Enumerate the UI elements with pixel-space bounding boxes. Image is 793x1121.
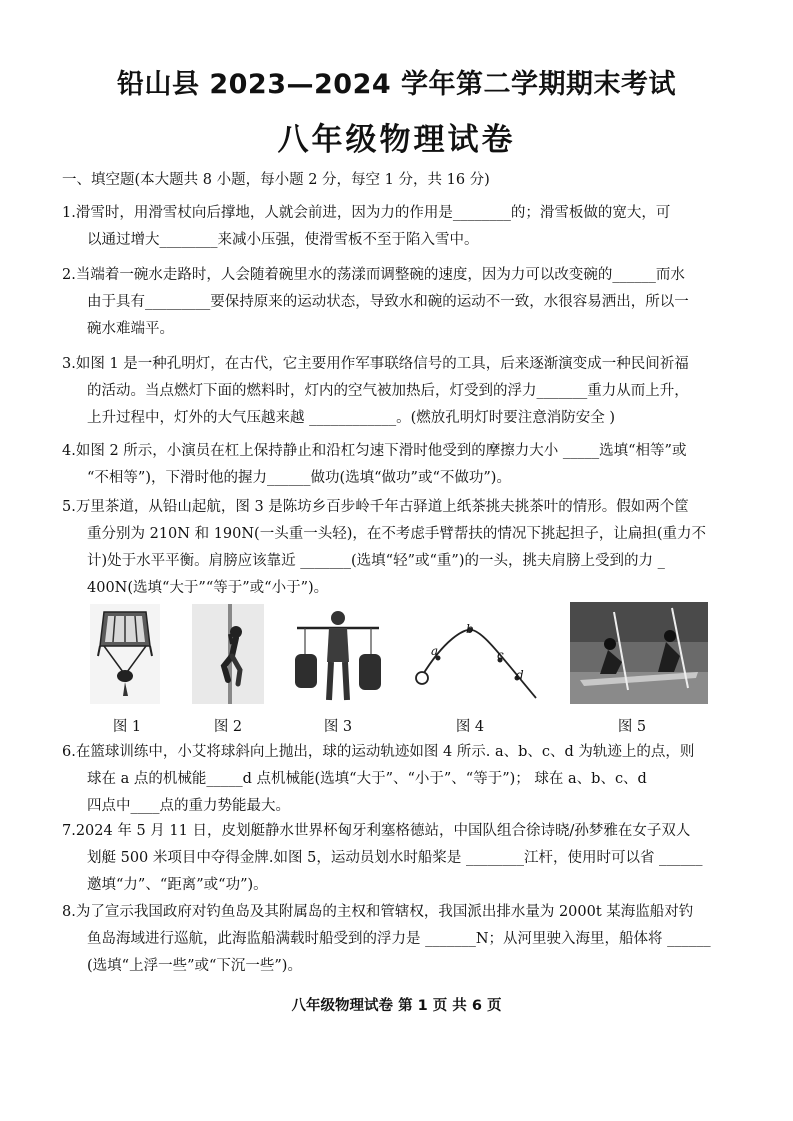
point-label-c: c xyxy=(497,648,504,662)
question-6 xyxy=(62,739,732,820)
point-label-b: b xyxy=(466,622,474,636)
question-line: (选填“上浮一些”或“下沉一些”)。 xyxy=(87,958,302,974)
question-5 xyxy=(62,494,732,602)
question-line: “不相等”)，下滑时他的握力______做功(选填“做功”或“不做功”)。 xyxy=(87,470,511,486)
question-line: 2.当端着一碗水走路时，人会随着碗里水的荡漾而调整碗的速度，因为力可以改变碗的______而水 xyxy=(62,267,685,283)
page-footer: 八年级物理试卷 第 1 页 共 6 页 xyxy=(291,998,502,1014)
point-label-d: d xyxy=(516,668,524,682)
question-line: 6.在篮球训练中，小艾将球斜向上抛出，球的运动轨迹如图 4 所示. a、b、c、d 为轨迹上的点，则 xyxy=(62,744,695,760)
figure-4-caption: 图 4 xyxy=(455,719,485,735)
question-line: 7.2024 年 5 月 11 日，皮划艇静水世界杯匈牙利塞格德站，中国队组合徐诗晓/孙梦雅在女子双人 xyxy=(62,823,691,839)
question-1 xyxy=(62,200,732,254)
question-line: 四点中____点的重力势能最大。 xyxy=(87,798,290,814)
question-line: 3.如图 1 是一种孔明灯，在古代，它主要用作军事联络信号的工具，后来逐渐演变成一种民间祈福 xyxy=(62,356,689,372)
question-line: 8.为了宣示我国政府对钓鱼岛及其附属岛的主权和管辖权，我国派出排水量为 2000t 某海监船对钓 xyxy=(62,904,694,920)
figure-3-caption: 图 3 xyxy=(323,719,353,735)
question-line: 鱼岛海域进行巡航，此海监船满载时船受到的浮力是 _______N；从河里驶入海里，船体将 ______ xyxy=(87,931,711,947)
question-line: 计)处于水平平衡。肩膀应该靠近 _______(选填“轻”或“重”)的一头，挑夫肩膀上受到的力 _ xyxy=(87,553,665,569)
question-line: 由于具有_________要保持原来的运动状态，导致水和碗的运动不一致，水很容易洒出，所以一 xyxy=(87,294,689,310)
question-line: 400N(选填“大于”“等于”或“小于”)。 xyxy=(87,580,329,596)
question-8 xyxy=(62,899,732,980)
section-heading: 一、填空题(本大题共 8 小题，每小题 2 分，每空 1 分，共 16 分) xyxy=(62,172,490,188)
question-line: 球在 a 点的机械能_____d 点机械能(选填“大于”、“小于”、“等于”)； 球在 a、b、c、d xyxy=(87,771,647,787)
exam-subtitle: 八年级物理试卷 xyxy=(277,122,516,158)
figure-2-caption: 图 2 xyxy=(213,719,243,735)
figure-5-caption: 图 5 xyxy=(617,719,647,735)
figure-4-ball-trajectory xyxy=(414,620,538,700)
figure-3-tea-porter xyxy=(293,604,383,704)
question-4 xyxy=(62,438,732,492)
question-line: 重分别为 210N 和 190N(一头重一头轻)，在不考虑手臂帮扶的情况下挑起担子，让扁担(重力不 xyxy=(87,526,707,542)
question-7 xyxy=(62,818,732,899)
question-line: 5.万里茶道，从铅山起航，图 3 是陈坊乡百步岭千年古驿道上纸茶挑夫挑茶叶的情形。假如两个筐 xyxy=(62,499,689,515)
question-3 xyxy=(62,351,732,432)
figure-1-sky-lantern xyxy=(90,604,160,704)
question-line: 邀填“力”、“距离”或“功”)。 xyxy=(87,877,268,893)
question-line: 划艇 500 米项目中夺得金牌.如图 5，运动员划水时船桨是 ________江杆，使用时可以省 ______ xyxy=(87,850,703,866)
question-line: 的活动。当点燃灯下面的燃料时，灯内的空气被加热后，灯受到的浮力_______重力从而上升， xyxy=(87,383,689,399)
question-line: 以通过增大________来减小压强，使滑雪板不至于陷入雪中。 xyxy=(87,232,479,248)
question-line: 4.如图 2 所示，小演员在杠上保持静止和沿杠匀速下滑时他受到的摩擦力大小 _____选填“相等”或 xyxy=(62,443,687,459)
exam-title: 铅山县 2023—2024 学年第二学期期末考试 xyxy=(116,69,677,100)
question-2 xyxy=(62,262,732,343)
question-line: 碗水难端平。 xyxy=(87,321,174,337)
question-line: 上升过程中，灯外的大气压越来越 ____________。(燃放孔明灯时要注意消防安全 ) xyxy=(87,410,616,426)
point-label-a: a xyxy=(431,644,439,658)
figure-1-caption: 图 1 xyxy=(112,719,142,735)
question-line: 1.滑雪时，用滑雪杖向后撑地，人就会前进，因为力的作用是________的；滑雪板做的宽大，可 xyxy=(62,205,671,221)
figure-2-pole-performer xyxy=(192,604,264,704)
figure-5-canoe-rowers xyxy=(570,602,708,704)
